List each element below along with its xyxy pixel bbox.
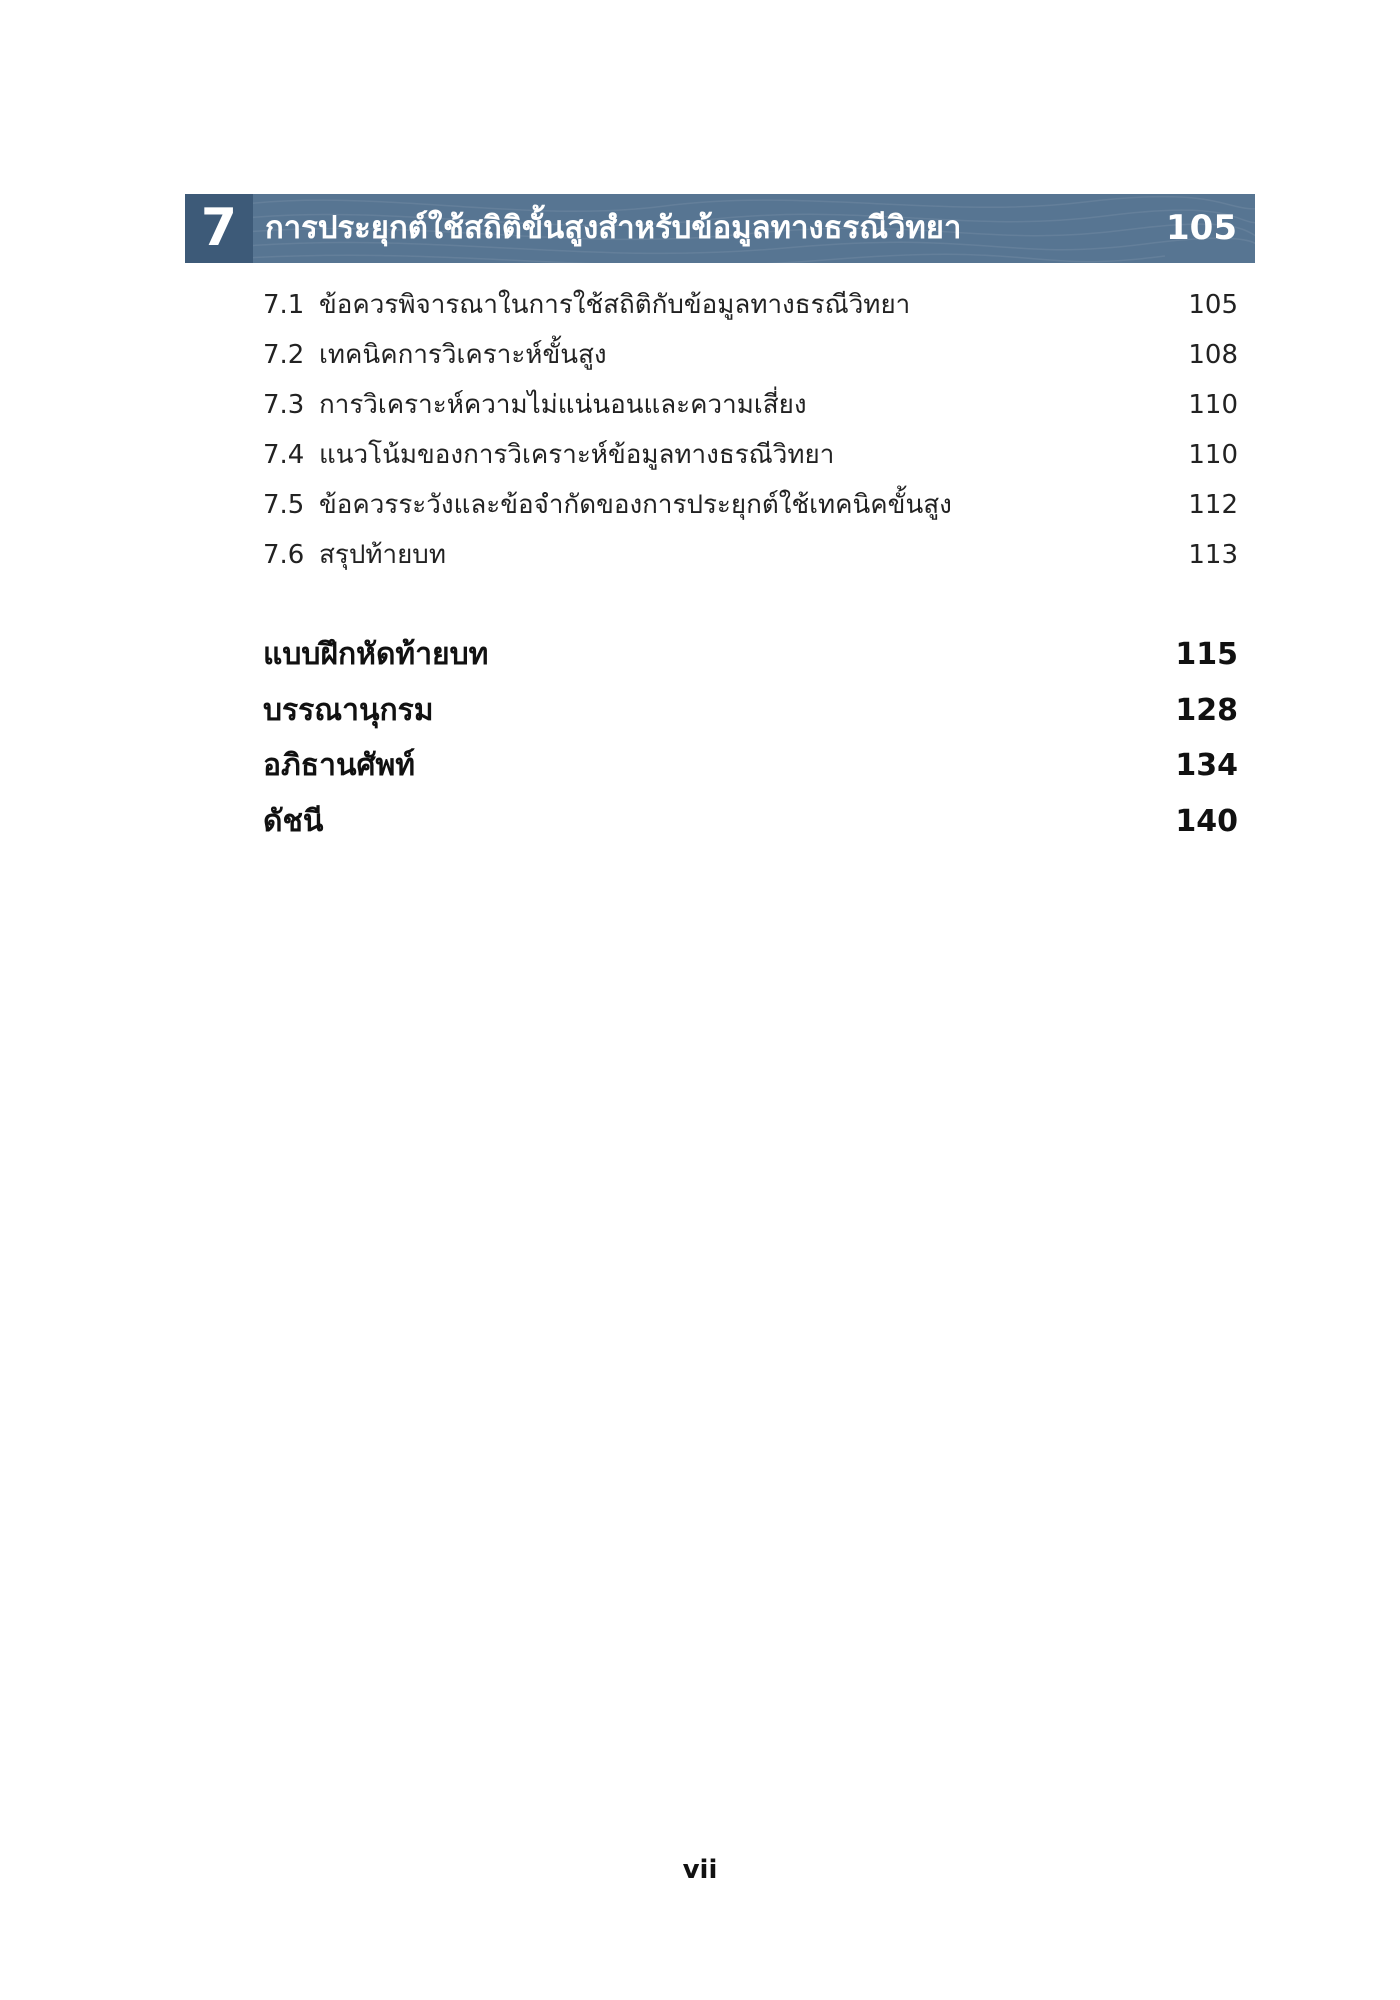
section-page-number: 113 bbox=[1188, 540, 1238, 570]
section-number: 7.3 bbox=[263, 390, 305, 420]
backmatter-page-number: 115 bbox=[1175, 637, 1238, 672]
backmatter-glossary[interactable] bbox=[263, 738, 1238, 794]
backmatter-title: ดัชนี bbox=[263, 803, 324, 839]
chapter-page-number: 105 bbox=[1166, 208, 1237, 248]
backmatter-page-number: 140 bbox=[1175, 803, 1238, 839]
chapter-number: 7 bbox=[185, 194, 253, 263]
backmatter-page-number: 128 bbox=[1175, 692, 1238, 728]
page-folio: vii bbox=[682, 1855, 718, 1885]
section-number: 7.1 bbox=[263, 290, 305, 320]
backmatter-list bbox=[263, 627, 1238, 849]
section-number: 7.2 bbox=[263, 340, 305, 370]
section-row-7-2[interactable] bbox=[263, 330, 1238, 380]
section-title: ข้อควรระวังและข้อจำกัดของการประยุกต์ใช้เทคนิคขั้นสูง bbox=[319, 490, 952, 520]
backmatter-index[interactable] bbox=[263, 794, 1238, 850]
section-number: 7.6 bbox=[263, 540, 305, 570]
backmatter-title: แบบฝึกหัดท้ายบท bbox=[263, 637, 489, 672]
section-row-7-3[interactable] bbox=[263, 380, 1238, 430]
section-row-7-6[interactable] bbox=[263, 530, 1238, 580]
section-row-7-4[interactable] bbox=[263, 430, 1238, 480]
section-page-number: 110 bbox=[1188, 440, 1238, 470]
section-number: 7.4 bbox=[263, 440, 305, 470]
section-row-7-5[interactable] bbox=[263, 480, 1238, 530]
backmatter-title: อภิธานศัพท์ bbox=[263, 748, 416, 783]
backmatter-page-number: 134 bbox=[1175, 748, 1238, 783]
section-number: 7.5 bbox=[263, 490, 305, 520]
section-page-number: 108 bbox=[1188, 340, 1238, 370]
backmatter-exercises[interactable] bbox=[263, 627, 1238, 683]
section-title: การวิเคราะห์ความไม่แน่นอนและความเสี่ยง bbox=[319, 390, 807, 420]
backmatter-bibliography[interactable] bbox=[263, 683, 1238, 739]
section-page-number: 110 bbox=[1188, 390, 1238, 420]
section-list bbox=[263, 280, 1238, 580]
section-page-number: 112 bbox=[1188, 490, 1238, 520]
section-title: ข้อควรพิจารณาในการใช้สถิติกับข้อมูลทางธรณีวิทยา bbox=[319, 290, 911, 320]
backmatter-title: บรรณานุกรม bbox=[263, 692, 434, 728]
chapter-title: การประยุกต์ใช้สถิติขั้นสูงสำหรับข้อมูลทางธรณีวิทยา bbox=[265, 210, 962, 246]
section-page-number: 105 bbox=[1188, 290, 1238, 320]
section-title: เทคนิคการวิเคราะห์ขั้นสูง bbox=[319, 340, 607, 370]
section-row-7-1[interactable] bbox=[263, 280, 1238, 330]
chapter-banner bbox=[185, 194, 1255, 263]
section-title: สรุปท้ายบท bbox=[319, 540, 446, 570]
section-title: แนวโน้มของการวิเคราะห์ข้อมูลทางธรณีวิทยา bbox=[319, 440, 835, 470]
